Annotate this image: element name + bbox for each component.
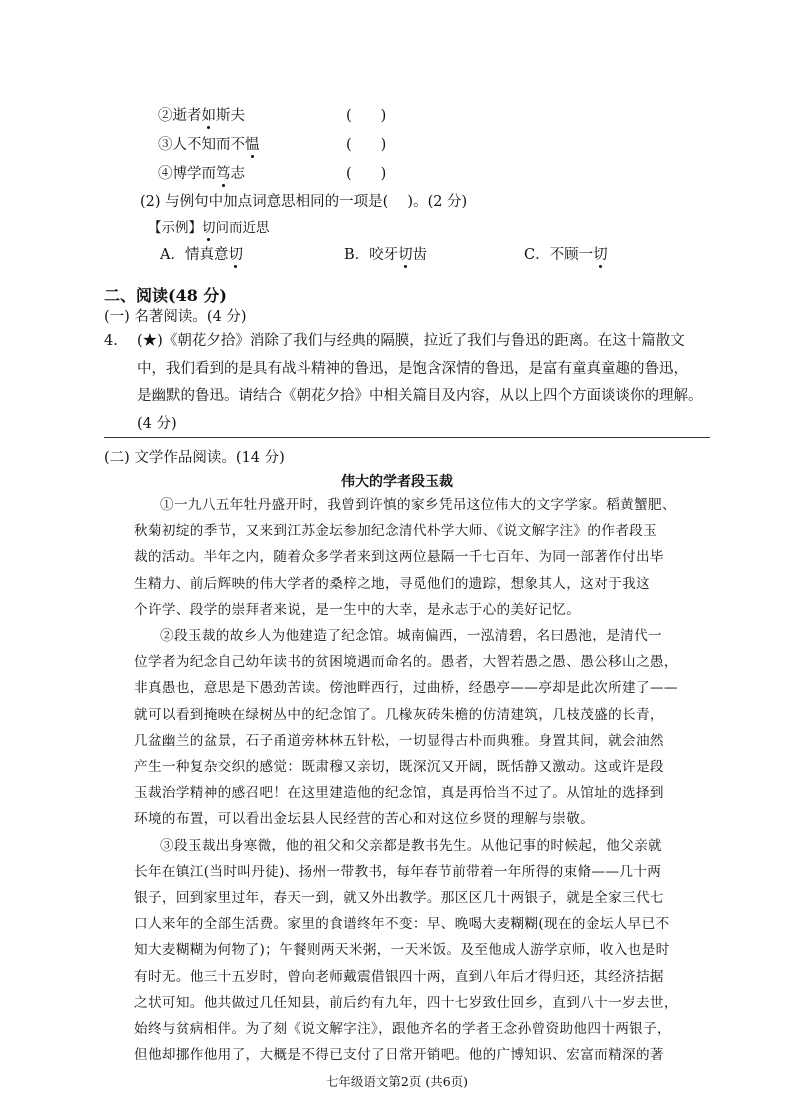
article-line: 位学者为纪念自己幼年读书的贫困境遇而命名的。愚者，大智若愚之愚、愚公移山之愚， bbox=[134, 654, 678, 671]
item-2-answer-paren[interactable]: ( ) bbox=[346, 108, 387, 124]
option-c-dotted-char: 切 bbox=[593, 247, 608, 263]
item-2 bbox=[158, 104, 245, 125]
option-b-text: B．咬牙 bbox=[344, 247, 399, 263]
question-2-stem: (2) 与例句中加点词意思相同的一项是( )。(2 分) bbox=[140, 194, 468, 210]
question-4-number: 4. bbox=[104, 333, 118, 349]
option-c[interactable] bbox=[524, 243, 608, 264]
answer-line[interactable] bbox=[104, 437, 710, 438]
article-line: 就可以看到掩映在绿树丛中的纪念馆了。几椽灰砖朱檐的仿清建筑，几枝茂盛的长青， bbox=[134, 706, 664, 723]
article-line: ①一九八五年牡丹盛开时，我曾到许慎的家乡凭吊这位伟大的文字学家。稻黄蟹肥、 bbox=[160, 497, 676, 513]
article-line: 玉裁治学精神的感召吧！在这里建造他的纪念馆，真是再恰当不过了。从馆址的选择到 bbox=[134, 785, 664, 802]
item-3-dotted-char: 愠 bbox=[245, 137, 260, 153]
article-line: 生精力、前后辉映的伟大学者的桑梓之地，寻觅他们的遗踪，想象其人，这对于我这 bbox=[134, 575, 650, 592]
example-dotted-char: 切 bbox=[202, 220, 216, 236]
question-4-line: 是幽默的鲁迅。请结合《朝花夕拾》中相关篇目及内容，从以上四个方面谈谈你的理解。 bbox=[137, 388, 703, 404]
item-3-pre: ③人不知而不 bbox=[158, 137, 245, 153]
article-line: 始终与贫病相伴。为了刻《说文解字注》，跟他齐名的学者王念孙曾资助他四十两银子， bbox=[134, 1021, 672, 1037]
section-2-title: 二、阅读(48 分) bbox=[104, 286, 227, 305]
question-4-line: (★)《朝花夕拾》消除了我们与经典的隔膜，拉近了我们与鲁迅的距离。在这十篇散文 bbox=[137, 333, 685, 349]
option-b-post: 齿 bbox=[412, 247, 428, 263]
option-a-dotted-char: 切 bbox=[228, 247, 243, 263]
article-line: 产生一种复杂交织的感觉：既肃穆又亲切，既深沉又开阔，既恬静又激动。这或许是段 bbox=[134, 759, 664, 775]
article-line: 个许学、段学的崇拜者来说，是一生中的大幸，是永志于心的美好记忆。 bbox=[134, 601, 581, 618]
item-4-post: 志 bbox=[230, 166, 245, 182]
question-2-example bbox=[148, 216, 270, 236]
item-4-answer-paren[interactable]: ( ) bbox=[346, 166, 387, 182]
article-line: 环境的布置，可以看出金坛县人民经营的苦心和对这位乡贤的理解与崇敬。 bbox=[134, 811, 595, 828]
article-line: ③段玉裁出身寒微，他的祖父和父亲都是教书先生。从他记事的时候起，他父亲就 bbox=[160, 837, 662, 854]
article-title: 伟大的学者段玉裁 bbox=[341, 474, 453, 490]
article-line: ②段玉裁的故乡人为他建造了纪念馆。城南偏西，一泓清碧，名曰愚池，是清代一 bbox=[160, 628, 662, 644]
item-2-post: 斯夫 bbox=[216, 108, 245, 124]
example-label: 【示例】 bbox=[148, 220, 202, 236]
article-line: 秋菊初绽的季节，又来到江苏金坛参加纪念清代朴学大师、《说文解字注》的作者段玉 bbox=[134, 523, 658, 540]
item-2-dotted-char: 如 bbox=[201, 108, 216, 124]
option-a[interactable] bbox=[160, 243, 243, 264]
option-c-text: C．不顾一 bbox=[524, 247, 594, 263]
option-a-text: A．情真意 bbox=[160, 247, 229, 263]
page-footer: 七年级语文第2页 (共6页) bbox=[325, 1074, 469, 1089]
item-4-pre: ④博学而 bbox=[158, 166, 216, 182]
question-4-line: 中，我们看到的是具有战斗精神的鲁迅，是饱含深情的鲁迅，是富有童真童趣的鲁迅， bbox=[137, 360, 688, 377]
option-b[interactable] bbox=[344, 243, 427, 264]
article-line: 口人来年的全部生活费。家里的食谱终年不变：早、晚喝大麦糊糊(现在的金坛人早已不 bbox=[134, 916, 670, 933]
article-line: 银子，回到家里过年，春天一到，就又外出教学。那区区几十两银子，就是全家三代七 bbox=[134, 890, 664, 906]
item-2-pre: ②逝者 bbox=[158, 108, 202, 124]
article-line: 裁的活动。半年之内，随着众多学者来到这两位悬隔一千七百年、为同一部著作付出毕 bbox=[134, 549, 664, 566]
article-line: 长年在镇江(当时叫丹徒)、扬州一带教书，每年春节前带着一年所得的束脩——几十两 bbox=[134, 863, 662, 880]
article-line: 但他却挪作他用了，大概是不得已支付了日常开销吧。他的广博知识、宏富而精深的著 bbox=[134, 1047, 664, 1064]
article-line: 知大麦糊糊为何物了)；午餐则两天米粥，一天米饭。及至他成人游学京师，收入也是时 bbox=[134, 942, 670, 959]
part-2-heading: (二) 文学作品阅读。(14 分) bbox=[104, 450, 285, 466]
part-1-heading: (一) 名著阅读。(4 分) bbox=[104, 309, 247, 325]
example-rest: 问而近思 bbox=[215, 220, 270, 236]
article-line: 非真愚也，意思是下愚劲苦读。傍池畔西行，过曲桥，经愚亭——亭却是此次所建了—— bbox=[134, 680, 678, 697]
item-4 bbox=[158, 162, 245, 183]
option-b-dotted-char: 切 bbox=[398, 247, 413, 263]
article-line: 之状可知。他共做过几任知县，前后约有九年，四十七岁致仕回乡，直到八十一岁去世， bbox=[134, 994, 678, 1011]
article-line: 几盆幽兰的盆景，石子甬道旁林林五针松，一切显得古朴而典雅。身置其间，就会油然 bbox=[134, 732, 664, 749]
item-3 bbox=[158, 133, 260, 154]
question-4-line: (4 分) bbox=[137, 415, 177, 432]
item-4-dotted-char: 笃 bbox=[216, 166, 231, 182]
item-3-answer-paren[interactable]: ( ) bbox=[346, 137, 387, 153]
article-line: 有时无。他三十五岁时，曾向老师戴震借银四十两，直到八年后才得归还，其经济拮据 bbox=[134, 968, 664, 985]
